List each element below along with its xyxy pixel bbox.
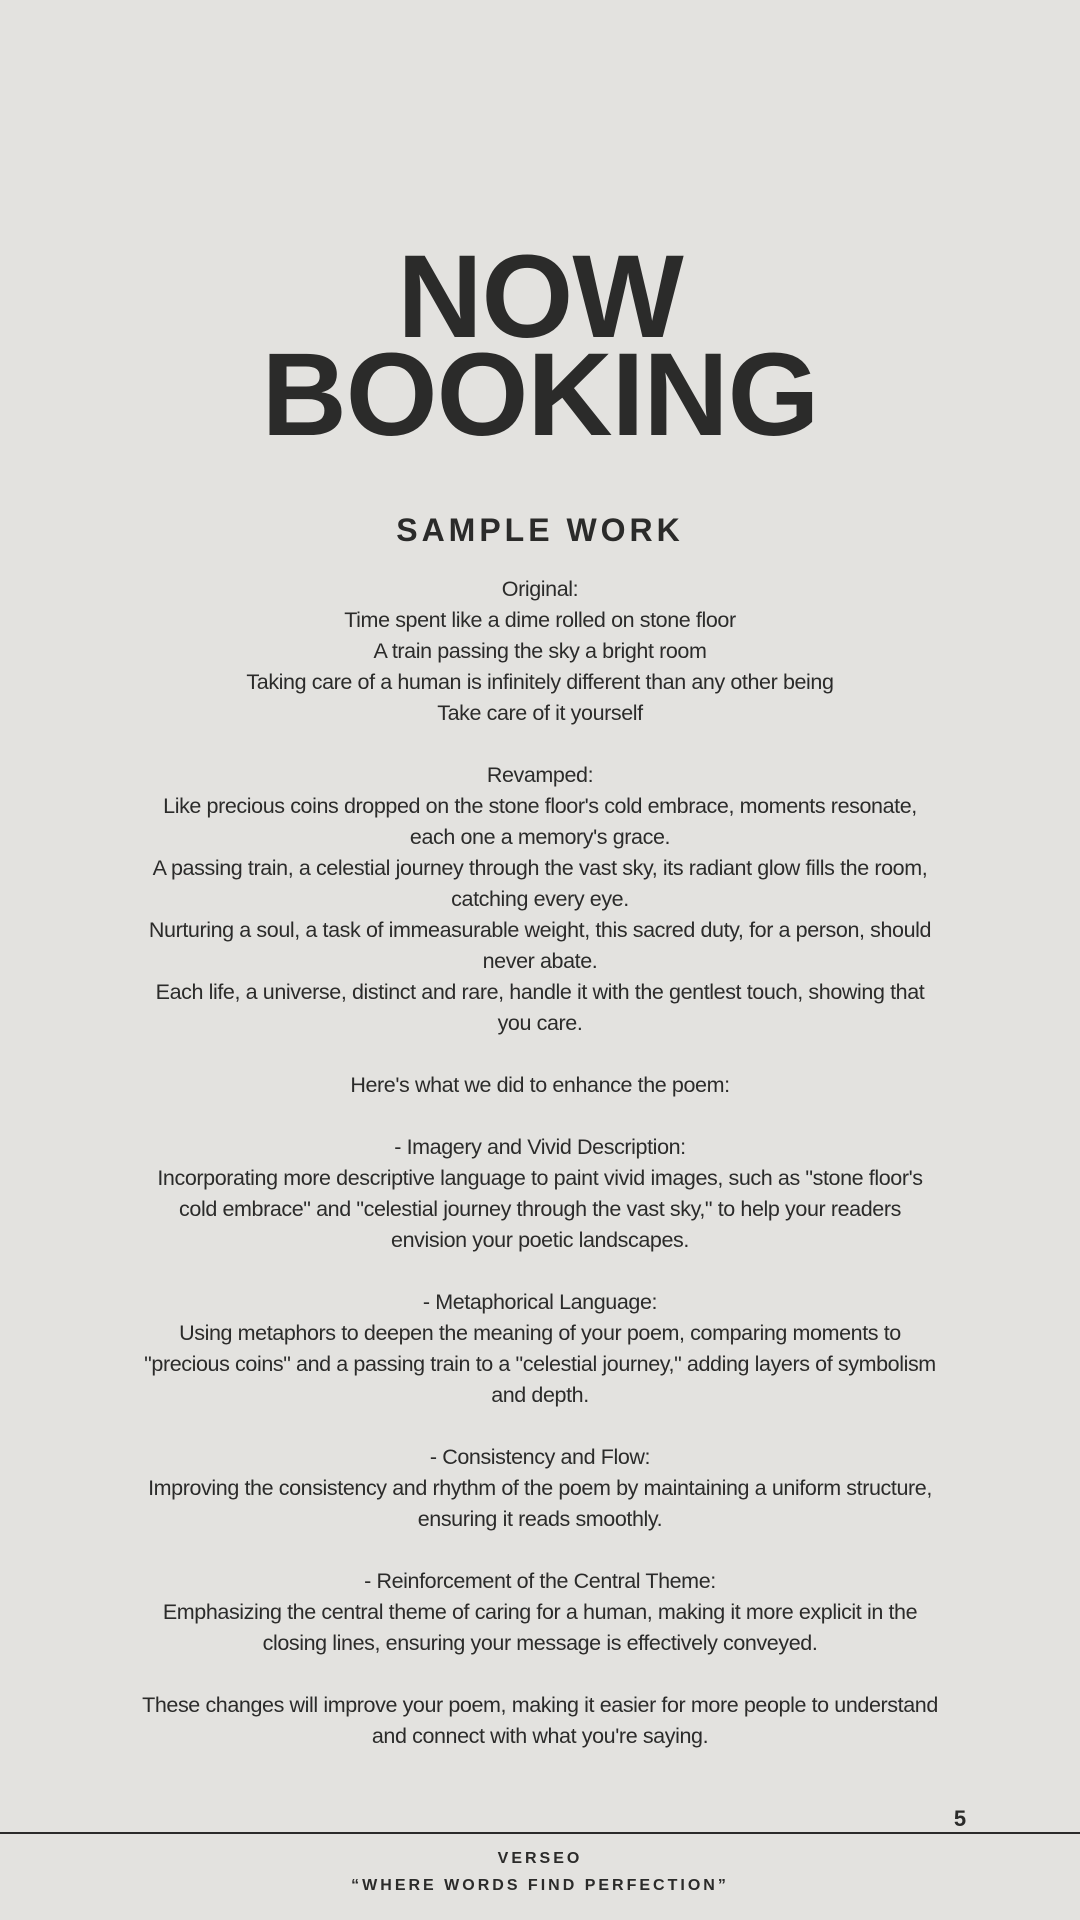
enhancement-intro	[140, 1070, 940, 1101]
enhancement-item	[140, 1132, 940, 1256]
enhancement-title: - Imagery and Vivid Description:	[394, 1135, 686, 1159]
footer-divider	[0, 1832, 1080, 1834]
section-title: SAMPLE WORK	[396, 512, 684, 548]
enhancement-text: Using metaphors to deepen the meaning of your poem, comparing moments to "precious coins" and a passing train to a "celestial journey," adding layers of symbolism and depth.	[144, 1321, 936, 1407]
enhancement-title: - Metaphorical Language:	[422, 1290, 658, 1314]
enhancement-text: Incorporating more descriptive language to paint vivid images, such as "stone floor's cold embrace" and "celestial journey through the vast sky," to help your readers envision your poetic landscapes.	[157, 1166, 923, 1252]
headline-line-2: BOOKING	[261, 329, 819, 461]
revamped-line: Like precious coins dropped on the stone floor's cold embrace, moments resonate, each one a memory's grace.	[163, 794, 917, 849]
original-line: Take care of it yourself	[437, 701, 643, 725]
enhancement-item	[140, 1442, 940, 1535]
page-number: 5	[953, 1806, 967, 1831]
original-poem	[140, 574, 940, 729]
revamped-label: Revamped:	[486, 763, 594, 787]
headline	[0, 231, 1080, 461]
enhancement-text: Improving the consistency and rhythm of the poem by maintaining a uniform structure, ensuring it reads smoothly.	[148, 1476, 932, 1531]
revamped-line: Nurturing a soul, a task of immeasurable weight, this sacred duty, for a person, should never abate.	[148, 918, 932, 973]
headline-line-1: NOW	[397, 231, 683, 363]
original-label: Original:	[501, 577, 579, 601]
revamped-line: Each life, a universe, distinct and rare, handle it with the gentlest touch, showing that you care.	[155, 980, 925, 1035]
original-line: A train passing the sky a bright room	[373, 639, 707, 663]
footer-brand: VERSEO	[497, 1850, 583, 1867]
original-line: Time spent like a dime rolled on stone floor	[344, 608, 736, 632]
body-text	[140, 574, 940, 1783]
enhancement-item	[140, 1287, 940, 1411]
conclusion	[140, 1690, 940, 1752]
revamped-line: A passing train, a celestial journey through the vast sky, its radiant glow fills the room, catching every eye.	[152, 856, 928, 911]
enhancement-title: - Consistency and Flow:	[429, 1445, 651, 1469]
enhancement-title: - Reinforcement of the Central Theme:	[364, 1569, 716, 1593]
conclusion-text: These changes will improve your poem, making it easier for more people to understand and connect with what you're saying.	[142, 1693, 938, 1748]
original-line: Taking care of a human is infinitely different than any other being	[246, 670, 834, 694]
revamped-poem	[140, 760, 940, 1039]
footer-tagline: “WHERE WORDS FIND PERFECTION”	[351, 1877, 729, 1894]
enhancement-text: Emphasizing the central theme of caring for a human, making it more explicit in the closing lines, ensuring your message is effectively conveyed.	[162, 1600, 918, 1655]
enhancement-item	[140, 1566, 940, 1659]
intro-text: Here's what we did to enhance the poem:	[350, 1073, 730, 1097]
